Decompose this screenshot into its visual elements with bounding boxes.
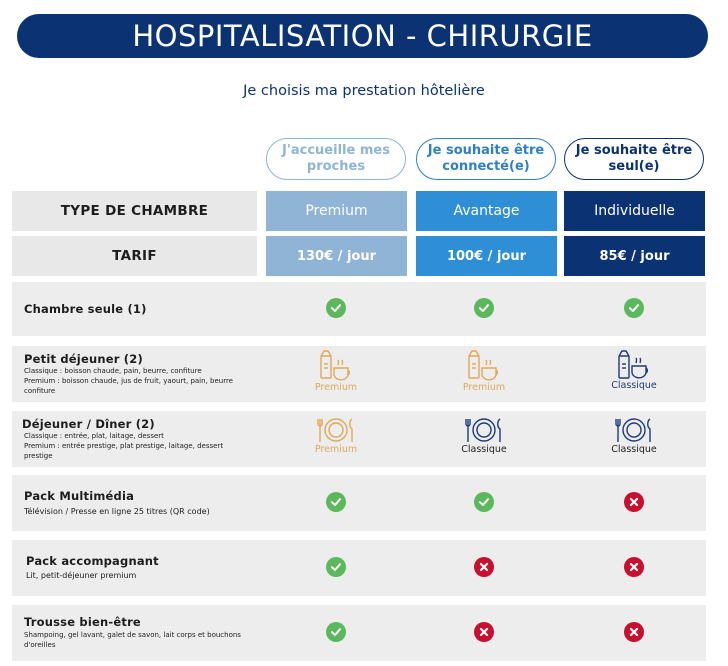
meal-classic-cell xyxy=(594,416,674,455)
offer-tagline-individuelle: Je souhaite être seul(e) xyxy=(564,138,704,180)
breakfast-icon xyxy=(318,350,354,382)
check-icon xyxy=(624,298,644,318)
offer-name-premium: Premium xyxy=(266,191,407,231)
feature-name: Trousse bien-être xyxy=(24,615,141,629)
feature-row-pack-accompagnant xyxy=(12,540,706,596)
price-premium: 130€ / jour xyxy=(266,236,407,276)
feature-desc: Télévision / Presse en ligne 25 titres (QR code) xyxy=(24,507,210,516)
meal-level: Premium xyxy=(314,444,358,455)
feature-name: Petit déjeuner (2) xyxy=(24,352,143,366)
page-title: HOSPITALISATION - CHIRURGIE xyxy=(132,19,593,53)
feature-row-trousse-bien-etre xyxy=(12,605,706,661)
breakfast-premium-cell xyxy=(296,350,376,393)
feature-name: Déjeuner / Dîner (2) xyxy=(22,417,155,431)
breakfast-level: Classique xyxy=(611,380,657,391)
cross-icon xyxy=(624,492,644,512)
meal-plate-icon xyxy=(615,416,653,444)
meal-plate-icon xyxy=(465,416,503,444)
offer-tagline-avantage: Je souhaite être connecté(e) xyxy=(416,138,556,180)
offer-tagline-premium: J'accueille mes proches xyxy=(266,138,406,180)
feature-name: Chambre seule (1) xyxy=(24,302,147,316)
feature-row-pack-multimedia xyxy=(12,475,706,531)
meal-classic-cell xyxy=(444,416,524,455)
offer-name-individuelle: Individuelle xyxy=(564,191,705,231)
cross-icon xyxy=(624,622,644,642)
meal-level: Classique xyxy=(461,444,507,455)
check-icon xyxy=(326,298,346,318)
feature-name: Pack accompagnant xyxy=(26,554,159,568)
meal-premium-cell xyxy=(296,416,376,455)
tarif-label: TARIF xyxy=(12,236,257,276)
feature-desc-premium: Premium : boisson chaude, jus de fruit, yaourt, pain, beurre confiture xyxy=(24,377,233,395)
feature-desc-classique: Classique : boisson chaude, pain, beurre, confiture xyxy=(24,367,202,375)
breakfast-icon xyxy=(616,350,652,380)
price-avantage: 100€ / jour xyxy=(416,236,557,276)
check-icon xyxy=(326,622,346,642)
page-subtitle: Je choisis ma prestation hôtelière xyxy=(243,83,485,99)
feature-name: Pack Multimédia xyxy=(24,489,135,503)
check-icon xyxy=(326,492,346,512)
breakfast-icon xyxy=(466,350,502,382)
breakfast-premium-cell xyxy=(444,350,524,393)
page-title-banner xyxy=(17,14,708,58)
check-icon xyxy=(326,557,346,577)
cross-icon xyxy=(474,557,494,577)
breakfast-level: Premium xyxy=(314,382,358,393)
feature-desc-premium: Premium : entrée prestige, plat prestige, laitage, dessert prestige xyxy=(24,442,224,460)
cross-icon xyxy=(474,622,494,642)
price-individuelle: 85€ / jour xyxy=(564,236,705,276)
check-icon xyxy=(474,298,494,318)
cross-icon xyxy=(624,557,644,577)
feature-desc: Shampoing, gel lavant, galet de savon, lait corps et bouchons d'oreilles xyxy=(24,631,241,649)
room-type-label: TYPE DE CHAMBRE xyxy=(12,191,257,231)
check-icon xyxy=(474,492,494,512)
meal-level: Classique xyxy=(611,444,657,455)
breakfast-classic-cell xyxy=(594,350,674,391)
breakfast-level: Premium xyxy=(462,382,506,393)
feature-desc: Lit, petit-déjeuner premium xyxy=(26,571,137,580)
feature-row-chambre-seule xyxy=(12,282,706,336)
meal-plate-icon xyxy=(317,416,355,444)
feature-desc-classique: Classique : entrée, plat, laitage, dessert xyxy=(24,432,164,440)
offer-name-avantage: Avantage xyxy=(416,191,557,231)
